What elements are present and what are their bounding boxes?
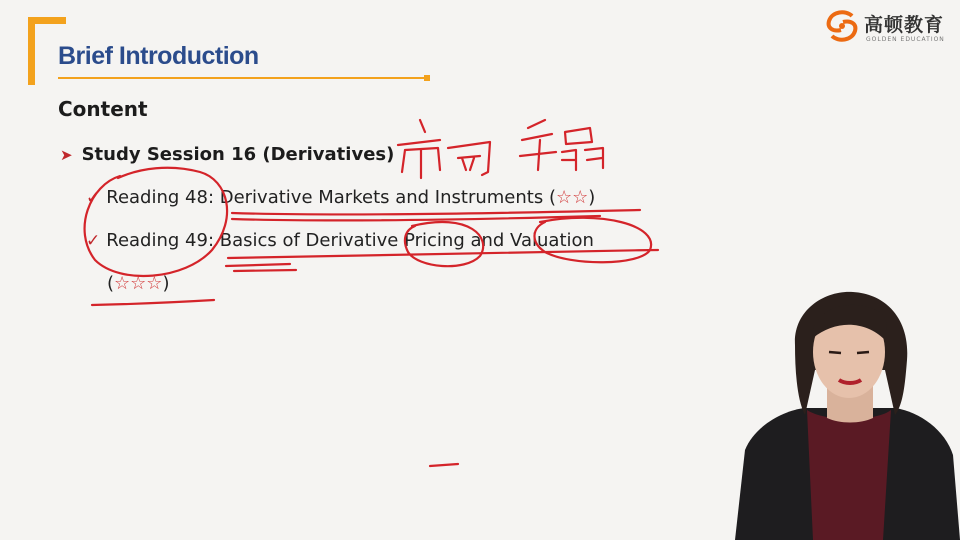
annotation-underline bbox=[226, 264, 290, 266]
check-icon: ✓ bbox=[86, 230, 101, 251]
logo-english-text: GOLDEN EDUCATION bbox=[866, 36, 945, 43]
logo-icon bbox=[824, 8, 860, 44]
check-icon: ✓ bbox=[86, 187, 101, 208]
reading-49-item bbox=[86, 230, 594, 251]
study-session-item bbox=[60, 144, 394, 165]
annotation-underline bbox=[232, 216, 600, 220]
reading-48-label: Reading 48: Derivative Markets and Instruments ( bbox=[106, 187, 556, 208]
reading-48-close: ) bbox=[588, 187, 596, 208]
arrow-icon: ➤ bbox=[60, 145, 73, 164]
title-underline bbox=[58, 77, 428, 79]
reading-48-item bbox=[86, 187, 595, 208]
logo-chinese-text: 高顿教育 bbox=[864, 14, 945, 36]
annotation-scribble bbox=[562, 128, 603, 170]
annotation-underline bbox=[234, 270, 296, 271]
annotation-scribble bbox=[448, 142, 490, 175]
annotation-dash bbox=[430, 464, 458, 466]
study-session-label: Study Session 16 (Derivatives) bbox=[81, 144, 395, 165]
reading-49-stars: ☆☆☆ bbox=[114, 273, 163, 294]
reading-49-close: ) bbox=[162, 273, 170, 294]
reading-49-rating bbox=[107, 273, 169, 294]
title-underline-dot bbox=[424, 75, 430, 81]
reading-49-open: ( bbox=[107, 273, 115, 294]
annotation-scribble bbox=[520, 120, 556, 170]
annotation-underline bbox=[228, 250, 658, 258]
reading-49-label: Reading 49: Basics of Derivative Pricing and Valuation bbox=[106, 230, 594, 251]
presenter-video bbox=[735, 290, 960, 540]
presenter-sweater bbox=[807, 410, 891, 540]
annotation-circle bbox=[85, 168, 228, 276]
page-title: Brief Introduction bbox=[58, 42, 259, 70]
reading-48-stars: ☆☆ bbox=[555, 187, 589, 208]
content-heading: Content bbox=[58, 97, 148, 121]
annotation-underline bbox=[92, 300, 214, 305]
annotation-underline bbox=[232, 210, 640, 214]
golden-education-logo bbox=[824, 6, 954, 46]
annotation-scribble bbox=[398, 120, 440, 178]
